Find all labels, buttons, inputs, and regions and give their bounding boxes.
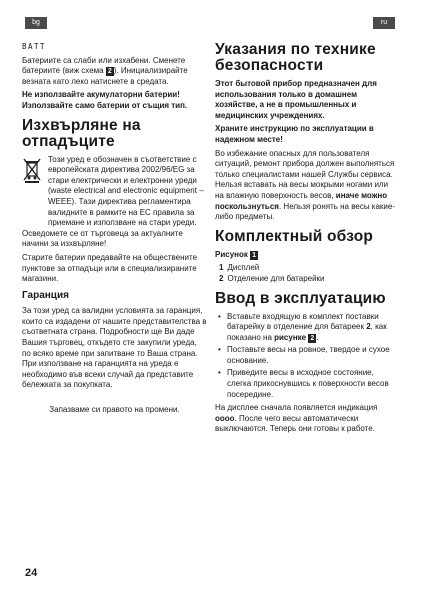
batt-paragraph (22, 56, 207, 88)
part-number: 2 (219, 273, 224, 283)
keep-instructions: Храните инструкцию по эксплуатации в надежном месте! (215, 124, 374, 144)
part-label: Отделение для батарейки (227, 273, 325, 283)
setup-step: • Приведите весы в исходное состояние, слегка прикоснувшись к поверхности весов посередине. (227, 368, 397, 400)
figure-ref: 2 (310, 334, 315, 342)
warranty-text: За този уред са валидни условията за гаранция, които са издадени от нашите представителства в съответната страна. Подробности ще Ви даде Вашия търговец, откъдето сте закупили уреда, по всяко време при запитване то Ваша страна. При използване на гаранцията на уреда е необходимо във всеки случай да представите бележката за покупката. (22, 306, 207, 390)
part-label: Дисплей (227, 263, 260, 273)
figure-label: Рисунок (215, 249, 248, 259)
step-figure-word: рисунке (274, 332, 307, 342)
step-ref: 2 (366, 322, 371, 332)
figure-caption (215, 250, 397, 261)
batt-text-2: ). Инициализирайте везната като леко натиснете в средата. (22, 66, 188, 86)
warranty-title: Гаранция (22, 289, 69, 301)
safety-text-1: Во избежание опасных для пользователя ситуаций, ремонт прибора должен выполняться только специалистами нашей Службы сервиса. Нельзя вставать на весы мокрыми ногами или на влажную поверхность весов, (215, 148, 395, 200)
left-column (22, 42, 207, 419)
safety-paragraph (215, 149, 397, 223)
disposal-title: Изхвърляне на отпадъците (22, 116, 141, 150)
setup-step: • Вставьте входящую в комплект поставки батарейку в отделение для батареек 2, как показано на рисунке 2 . (227, 312, 397, 344)
battery-warning: Не използвайте акумулаторни батерии! Използвайте само батерии от същия тип. (22, 90, 188, 110)
disposal-dealer-note: Осведомете се от търговеца за актуалните начини за изхвърляне! (22, 228, 183, 249)
page-number: 24 (25, 567, 38, 579)
part-number: 1 (219, 263, 224, 273)
display-code: oooo (215, 413, 235, 423)
setup-title: Ввод в эксплуатацию (215, 289, 386, 307)
language-tab-ru: ru (373, 17, 395, 29)
display-text-2: . После чего весы автоматически выключаются. Теперь они готовы к работе. (215, 413, 375, 434)
setup-step: • Поставьте весы на ровное, твердое и сухое основание. (227, 345, 397, 366)
safety-text-2: . Нельзя ронять на весы какие-либо предметы. (215, 201, 396, 222)
parts-list-item (215, 274, 397, 285)
weee-block (22, 155, 207, 229)
parts-list-item (215, 263, 397, 274)
safety-title: Указания по технике безопасности (215, 41, 376, 74)
figure-number: 1 (252, 251, 257, 259)
safety-intended-use: Этот бытовой прибор предназначен для использования только в домашнем хозяйстве, а не в промышленных и медицинских учреждениях. (215, 79, 377, 120)
batt-text-1: Батериите са слаби или изхабени. Сменете батериите (виж схема (22, 55, 186, 76)
crossed-bin-icon (22, 155, 42, 229)
slip-warning: иначе можно поскользнуться (215, 190, 388, 211)
setup-steps (215, 312, 397, 401)
step-text: Вставьте входящую в комплект поставки батарейку в отделение для батареек (227, 311, 379, 332)
display-paragraph (215, 403, 397, 435)
disposal-batteries-note: Старите батерии предавайте на обществените пунктове за отпадъци или в специализираните магазини. (22, 252, 198, 284)
disposal-text: Този уред е обозначен в съответствие с европейската директива 2002/96/EG за стари електрически и електронни уреди (waste electrical and electronic equipment – WEEE). Тази директива регламентира валидните в рамките на ЕС правила за приемане и използване на стари уреди. (48, 154, 204, 228)
language-tab-bg: bg (25, 17, 47, 29)
right-column (215, 42, 397, 438)
overview-title: Комплектный обзор (215, 227, 374, 245)
figure-ref: 2 (107, 68, 112, 76)
batt-display-label: BATT (22, 42, 47, 51)
display-text-1: На дисплее сначала появляется индикация (215, 403, 378, 413)
rights-note: Запазваме си правото на промени. (49, 405, 180, 415)
step-text: , как показано на (227, 322, 387, 342)
